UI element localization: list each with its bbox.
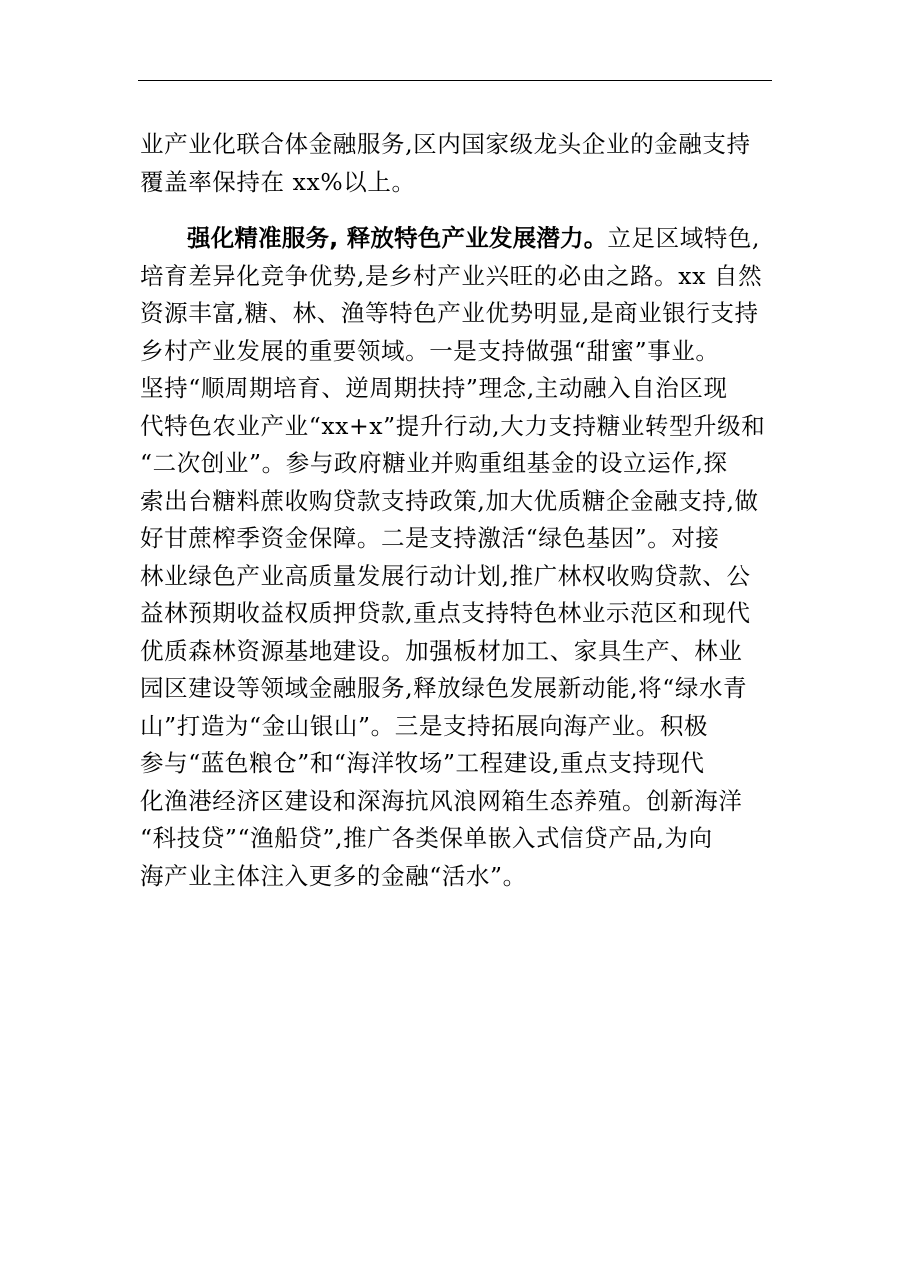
- header-rule: [138, 80, 772, 81]
- text-line: 海产业主体注入更多的金融“活水”。: [140, 861, 527, 890]
- text-line: 代特色农业产业“xx+x”提升行动,大力支持糖业转型升级和: [140, 411, 766, 440]
- text-line: 乡村产业发展的重要领域。一是支持做强“甜蜜”事业。: [140, 336, 720, 365]
- text-line: “科技贷”“渔船贷”,推广各类保单嵌入式信贷产品,为向: [140, 824, 713, 852]
- paragraph-specialty-industry: [140, 224, 780, 902]
- text-line: “二次创业”。参与政府糖业并购重组基金的设立运作,探: [140, 449, 728, 477]
- text-line: 参与“蓝色粮仓”和“海洋牧场”工程建设,重点支持现代: [140, 749, 705, 777]
- text-line: 山”打造为“金山银山”。三是支持拓展向海产业。积极: [140, 711, 709, 740]
- text-line: 园区建设等领域金融服务,释放绿色发展新动能,将“绿水青: [140, 674, 748, 702]
- text-line: 业产业化联合体金融服务,区内国家级龙头企业的金融支持: [140, 130, 751, 158]
- paragraph-lead-rest: 立足区域特色,: [607, 224, 761, 252]
- text-line: 索出台糖料蔗收购贷款支持政策,加大优质糖企金融支持,做: [140, 486, 759, 515]
- paragraph-first-line: [140, 224, 780, 265]
- text-line: 培育差异化竞争优势,是乡村产业兴旺的必由之路。xx 自然: [140, 261, 763, 290]
- text-line: 化渔港经济区建设和深海抗风浪网箱生态养殖。创新海洋: [140, 786, 743, 815]
- text-line: 坚持“顺周期培育、逆周期扶持”理念,主动融入自治区现: [140, 374, 728, 402]
- paragraph-lead-heading: 强化精准服务, 释放特色产业发展潜力。: [187, 224, 608, 252]
- text-line: 覆盖率保持在 xx%以上。: [140, 167, 416, 196]
- text-line: 资源丰富,糖、林、渔等特色产业优势明显,是商业银行支持: [140, 299, 759, 327]
- paragraph-continuation: [140, 130, 780, 208]
- text-line: 益林预期收益权质押贷款,重点支持特色林业示范区和现代: [140, 599, 751, 627]
- text-line: 优质森林资源基地建设。加强板材加工、家具生产、林业: [140, 636, 743, 665]
- text-line: 好甘蔗榨季资金保障。二是支持激活“绿色基因”。对接: [140, 524, 720, 552]
- text-line: 林业绿色产业高质量发展行动计划,推广林权收购贷款、公: [140, 561, 751, 590]
